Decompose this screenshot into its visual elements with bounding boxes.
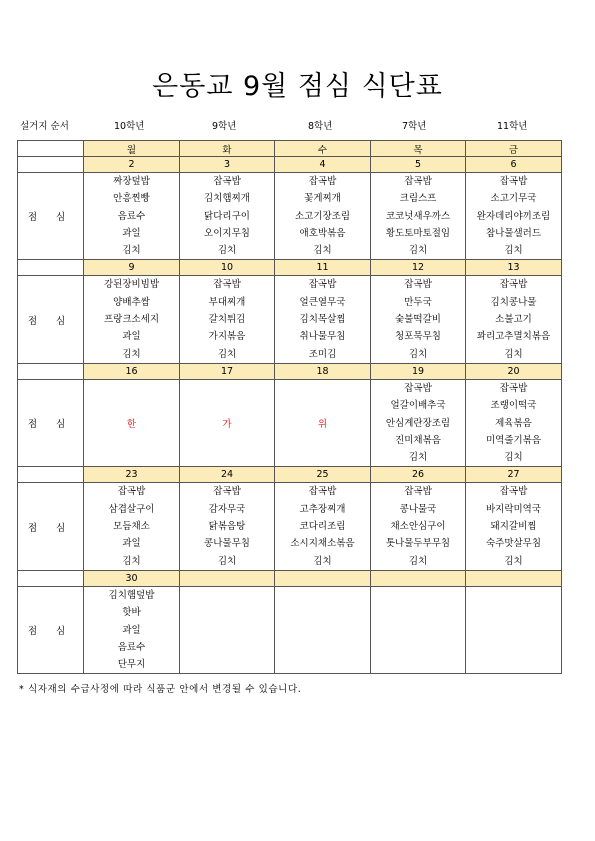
menu-cell xyxy=(180,586,275,673)
menu-item: 음료수 xyxy=(117,210,146,222)
dishwashing-order-thu: 7학년 xyxy=(402,121,427,132)
weekday-tue: 화 xyxy=(180,141,275,157)
menu-item: 갈치튀김 xyxy=(208,314,246,326)
meal-label: 점 심 xyxy=(18,483,84,570)
menu-item: 김치 xyxy=(217,555,237,567)
menu-item: 조랭이떡국 xyxy=(490,400,537,412)
menu-item: 김치 xyxy=(504,555,523,567)
menu-cell xyxy=(275,483,371,570)
corner-cell xyxy=(18,141,84,157)
date-cell xyxy=(275,570,371,586)
menu-item: 김치 xyxy=(408,452,428,464)
menu-cell xyxy=(371,276,466,363)
menu-item: 오이지무침 xyxy=(204,227,250,239)
menu-item: 가지볶음 xyxy=(208,331,246,343)
dishwashing-order-mon: 10학년 xyxy=(114,121,145,132)
weekday-thu: 목 xyxy=(371,141,466,157)
date-cell: 11 xyxy=(275,260,371,276)
menu-item: 고추장찌개 xyxy=(299,503,346,515)
menu-item: 닭다리구이 xyxy=(204,210,250,222)
date-cell: 16 xyxy=(84,363,180,379)
menu-cell xyxy=(275,173,371,260)
menu-item: 음료수 xyxy=(117,641,146,653)
menu-row xyxy=(18,379,562,467)
dishwashing-order-wed: 8학년 xyxy=(308,121,333,132)
menu-item: 잡곡밥 xyxy=(308,176,337,187)
menu-item: 김치햄찌개 xyxy=(204,193,250,205)
menu-cell xyxy=(275,379,371,467)
empty-line xyxy=(180,656,274,673)
menu-item: 양배추쌈 xyxy=(113,296,150,308)
menu-item: 김치콩나물 xyxy=(490,296,537,308)
menu-item: 바지락미역국 xyxy=(485,503,542,515)
menu-cell xyxy=(180,483,275,570)
menu-item: 채소안심구이 xyxy=(390,521,446,533)
date-row xyxy=(18,260,562,276)
date-row xyxy=(18,570,562,586)
empty-line xyxy=(466,587,561,604)
menu-cell xyxy=(84,586,180,673)
menu-item: 잡곡밥 xyxy=(499,486,528,498)
menu-item: 잡곡밥 xyxy=(499,279,528,291)
menu-cell xyxy=(371,379,466,467)
menu-cell xyxy=(275,276,371,363)
menu-item: 크림스프 xyxy=(399,193,437,205)
empty-line xyxy=(466,639,561,656)
menu-item: 김치 xyxy=(408,555,428,567)
menu-item: 소고기무국 xyxy=(490,193,537,205)
menu-item: 김치 xyxy=(217,245,237,257)
menu-cell xyxy=(180,379,275,467)
menu-cell xyxy=(466,379,562,467)
date-row-label-cell xyxy=(18,570,84,586)
date-cell: 12 xyxy=(371,260,466,276)
holiday-text: 가 xyxy=(222,419,232,431)
menu-item: 완자데리야끼조림 xyxy=(476,210,551,222)
date-row-label-cell xyxy=(18,157,84,173)
empty-line xyxy=(371,639,465,656)
menu-item: 제육볶음 xyxy=(495,417,532,429)
menu-item: 김치 xyxy=(122,348,141,360)
menu-item: 진미채볶음 xyxy=(395,434,441,446)
date-row xyxy=(18,157,562,173)
menu-cell xyxy=(371,173,466,260)
menu-item: 잡곡밥 xyxy=(404,279,432,291)
menu-item: 취나물무침 xyxy=(299,331,346,343)
weekday-wed: 수 xyxy=(275,141,371,157)
date-cell: 30 xyxy=(84,570,180,586)
date-cell: 26 xyxy=(371,467,466,483)
menu-cell xyxy=(84,483,180,570)
menu-item: 김치 xyxy=(313,555,332,567)
menu-item: 콩나물무침 xyxy=(204,538,250,550)
holiday-text: 한 xyxy=(126,419,137,431)
menu-item: 꽈리고추멸치볶음 xyxy=(476,331,551,343)
menu-item: 숯불떡갈비 xyxy=(395,314,441,326)
menu-item: 참나물샐러드 xyxy=(485,227,542,239)
menu-item: 프랑크소세지 xyxy=(103,314,160,326)
menu-item: 과일 xyxy=(122,624,141,636)
menu-item: 핫바 xyxy=(122,607,141,619)
date-cell: 9 xyxy=(84,260,180,276)
empty-line xyxy=(371,656,465,673)
menu-item: 김치햄덮밥 xyxy=(108,589,155,601)
date-row xyxy=(18,363,562,379)
date-cell xyxy=(180,570,275,586)
date-cell: 18 xyxy=(275,363,371,379)
date-cell: 17 xyxy=(180,363,275,379)
footnote: * 식자재의 수급사정에 따라 식품군 안에서 변경될 수 있습니다. xyxy=(19,684,302,695)
menu-cell xyxy=(84,173,180,260)
empty-line xyxy=(180,639,274,656)
menu-cell xyxy=(466,276,562,363)
holiday-text: 위 xyxy=(317,419,328,431)
weekday-mon: 월 xyxy=(84,141,180,157)
weekday-fri: 금 xyxy=(466,141,562,157)
menu-item: 톳나물두부무침 xyxy=(385,538,451,550)
menu-cell xyxy=(466,483,562,570)
menu-item: 황도토마토절임 xyxy=(385,227,451,239)
menu-item: 잡곡밥 xyxy=(213,486,241,498)
empty-line xyxy=(371,604,465,621)
date-cell: 20 xyxy=(466,363,562,379)
meal-label: 점 심 xyxy=(18,379,84,467)
menu-cell xyxy=(84,379,180,467)
menu-item: 돼지갈비찜 xyxy=(490,521,537,533)
menu-cell xyxy=(275,586,371,673)
menu-cell xyxy=(466,586,562,673)
menu-item: 부대찌개 xyxy=(208,296,246,308)
menu-row xyxy=(18,586,562,673)
menu-item: 잡곡밥 xyxy=(499,382,528,394)
menu-item: 소시지채소볶음 xyxy=(290,538,355,550)
menu-item: 미역줄기볶음 xyxy=(485,434,542,446)
menu-item: 잡곡밥 xyxy=(213,279,241,291)
empty-line xyxy=(180,604,274,621)
date-row xyxy=(18,467,562,483)
menu-item: 꽃게찌개 xyxy=(304,193,341,205)
date-row-label-cell xyxy=(18,467,84,483)
menu-item: 김치 xyxy=(504,245,523,257)
date-cell: 23 xyxy=(84,467,180,483)
menu-item: 감자무국 xyxy=(208,503,246,515)
menu-cell xyxy=(371,586,466,673)
date-cell: 3 xyxy=(180,157,275,173)
menu-item: 청포묵무침 xyxy=(395,331,441,343)
menu-item: 김치 xyxy=(122,245,141,257)
date-cell xyxy=(371,570,466,586)
menu-item: 모듬채소 xyxy=(113,521,150,533)
empty-line xyxy=(466,622,561,639)
date-cell: 25 xyxy=(275,467,371,483)
menu-item: 만두국 xyxy=(404,296,432,308)
date-cell: 4 xyxy=(275,157,371,173)
date-cell: 10 xyxy=(180,260,275,276)
menu-item: 과일 xyxy=(122,331,141,343)
date-cell xyxy=(466,570,562,586)
menu-cell xyxy=(466,173,562,260)
empty-line xyxy=(371,587,465,604)
menu-cell xyxy=(180,173,275,260)
menu-item: 잡곡밥 xyxy=(404,176,432,187)
menu-item: 얼큰열무국 xyxy=(299,296,346,308)
menu-item: 김치 xyxy=(217,348,237,360)
menu-item: 닭볶음탕 xyxy=(208,521,246,533)
menu-item: 잡곡밥 xyxy=(117,486,146,498)
menu-item: 잡곡밥 xyxy=(404,382,432,394)
meal-label: 점 심 xyxy=(18,276,84,363)
menu-item: 조미김 xyxy=(308,348,337,360)
menu-item: 잡곡밥 xyxy=(404,486,432,498)
empty-line xyxy=(275,587,370,604)
empty-line xyxy=(180,622,274,639)
date-cell: 19 xyxy=(371,363,466,379)
menu-item: 애호박볶음 xyxy=(299,227,346,239)
date-cell: 27 xyxy=(466,467,562,483)
menu-item: 김치목살찜 xyxy=(299,314,346,326)
empty-line xyxy=(466,656,561,673)
menu-item: 숙주맛살무침 xyxy=(485,538,542,550)
empty-line xyxy=(275,604,370,621)
menu-item: 김치 xyxy=(122,555,141,567)
dishwashing-order-tue: 9학년 xyxy=(212,121,237,132)
menu-item: 잡곡밥 xyxy=(308,486,337,498)
empty-line xyxy=(275,656,370,673)
date-row-label-cell xyxy=(18,260,84,276)
menu-item: 강된장비빔밥 xyxy=(103,279,160,291)
menu-item: 짜장덮밥 xyxy=(113,176,150,187)
empty-line xyxy=(371,622,465,639)
weekday-header-row xyxy=(18,141,562,157)
date-row-label-cell xyxy=(18,363,84,379)
menu-item: 김치 xyxy=(408,348,428,360)
dishwashing-order-fri: 11학년 xyxy=(497,121,528,132)
menu-item: 코다리조림 xyxy=(299,521,346,533)
menu-item: 소불고기 xyxy=(495,314,532,326)
menu-item: 김치 xyxy=(504,452,523,464)
dishwashing-order-label: 설거지 순서 xyxy=(20,121,69,132)
meal-label: 점 심 xyxy=(18,586,84,673)
date-cell: 5 xyxy=(371,157,466,173)
menu-item: 잡곡밥 xyxy=(213,176,241,187)
menu-item: 콩나물국 xyxy=(399,503,437,515)
menu-item: 김치 xyxy=(313,245,332,257)
date-cell: 2 xyxy=(84,157,180,173)
date-cell: 24 xyxy=(180,467,275,483)
menu-row xyxy=(18,276,562,363)
menu-item: 김치 xyxy=(408,245,428,257)
menu-item: 잡곡밥 xyxy=(308,279,337,291)
empty-line xyxy=(275,639,370,656)
menu-item: 안흥찐빵 xyxy=(113,193,150,205)
page-title: 은동교 9월 점심 식단표 xyxy=(152,71,443,102)
date-cell: 13 xyxy=(466,260,562,276)
menu-item: 김치 xyxy=(504,348,523,360)
menu-item: 코코넛새우까스 xyxy=(385,210,451,222)
menu-item: 소고기장조림 xyxy=(294,210,351,222)
menu-cell xyxy=(84,276,180,363)
empty-line xyxy=(275,622,370,639)
meal-label: 점 심 xyxy=(18,173,84,260)
menu-item: 삼겹살구이 xyxy=(108,503,155,515)
menu-cell xyxy=(180,276,275,363)
menu-item: 안심계란장조림 xyxy=(385,417,451,429)
menu-item: 얼갈이배추국 xyxy=(390,400,446,412)
empty-line xyxy=(180,587,274,604)
menu-row xyxy=(18,173,562,260)
menu-row xyxy=(18,483,562,570)
empty-line xyxy=(466,604,561,621)
lunch-menu-table xyxy=(17,140,562,674)
date-cell: 6 xyxy=(466,157,562,173)
menu-item: 과일 xyxy=(122,227,141,239)
menu-item: 과일 xyxy=(122,538,141,550)
menu-item: 잡곡밥 xyxy=(499,176,528,187)
menu-item: 단무지 xyxy=(117,659,146,671)
menu-cell xyxy=(371,483,466,570)
